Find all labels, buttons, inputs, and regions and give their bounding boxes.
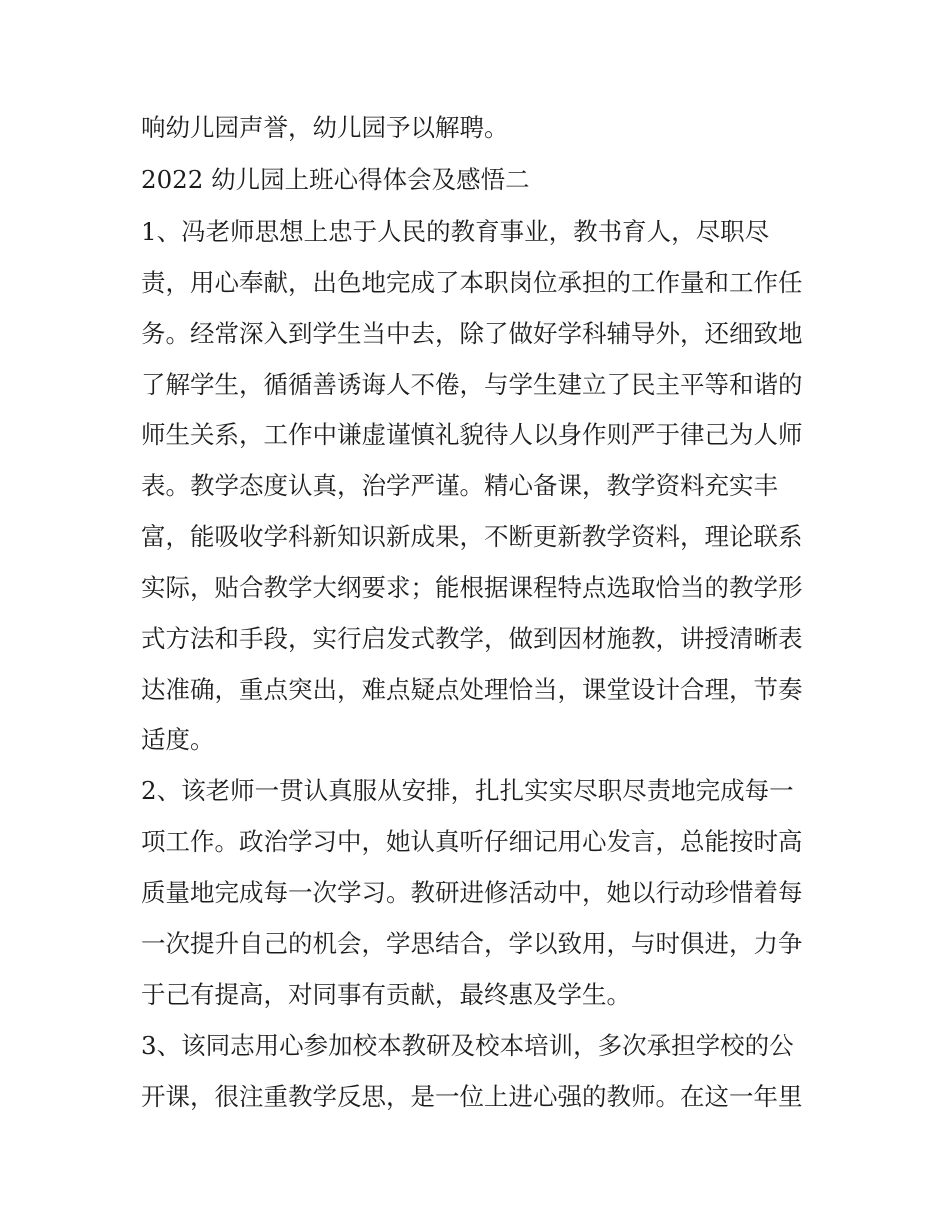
text-line: 表。教学态度认真，治学严谨。精心备课，教学资料充实丰 (141, 471, 778, 500)
text-line: 适度。 (141, 725, 215, 754)
text-line: 质量地完成每一次学习。教研进修活动中，她以行动珍惜着每 (141, 878, 803, 907)
section-heading: 2022 幼儿园上班心得体会及感悟二 (141, 165, 530, 194)
text-line: 响幼儿园声誉，幼儿园予以解聘。 (141, 113, 509, 142)
text-line: 3、该同志用心参加校本教研及校本培训，多次承担学校的公 (141, 1031, 794, 1060)
text-line: 项工作。政治学习中，她认真听仔细记用心发言，总能按时高 (141, 827, 803, 856)
text-line: 2、该老师一贯认真服从安排，扎扎实实尽职尽责地完成每一 (141, 776, 794, 805)
text-line: 务。经常深入到学生当中去，除了做好学科辅导外，还细致地 (141, 319, 803, 348)
text-line: 一次提升自己的机会，学思结合，学以致用，与时俱进，力争 (141, 929, 803, 958)
text-line: 开课，很注重教学反思，是一位上进心强的教师。在这一年里 (141, 1082, 803, 1111)
text-line: 师生关系，工作中谦虚谨慎礼貌待人以身作则严于律己为人师 (141, 420, 803, 449)
text-line: 了解学生，循循善诱诲人不倦，与学生建立了民主平等和谐的 (141, 370, 803, 399)
text-line: 达准确，重点突出，难点疑点处理恰当，课堂设计合理，节奏 (141, 675, 803, 704)
text-line: 1、冯老师思想上忠于人民的教育事业，教书育人，尽职尽 (141, 217, 770, 246)
text-line: 富，能吸收学科新知识新成果，不断更新教学资料，理论联系 (141, 522, 803, 551)
text-line: 实际，贴合教学大纲要求；能根据课程特点选取恰当的教学形 (141, 573, 803, 602)
text-line: 责，用心奉献，出色地完成了本职岗位承担的工作量和工作任 (141, 268, 803, 297)
text-line: 式方法和手段，实行启发式教学，做到因材施教，讲授清晰表 (141, 624, 803, 653)
text-line: 于己有提高，对同事有贡献，最终惠及学生。 (141, 980, 631, 1009)
